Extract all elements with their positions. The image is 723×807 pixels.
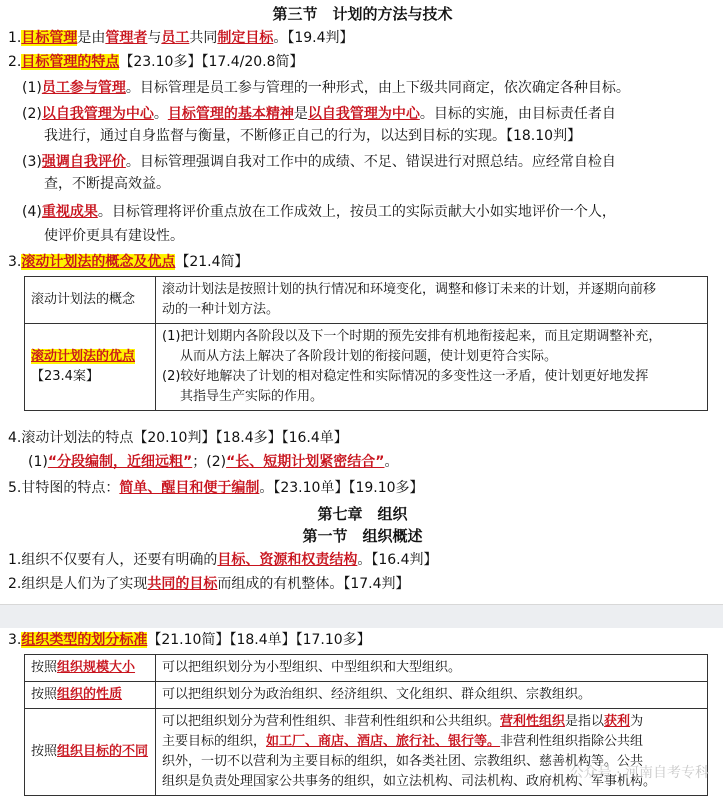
table-cell-label [25,324,156,411]
table-row [25,682,708,709]
keyword: 员工 [161,30,190,46]
exam-tag: 【21.4简】 [175,254,249,270]
text: (1) [28,454,48,470]
keyword: 获利 [604,714,631,729]
chapter-section-title: 第一节 组织概述 [302,527,423,545]
text: 。 [384,454,399,470]
point-4-detail [28,452,717,472]
keyword: “分段编制，近细远粗” [47,454,193,470]
table-cell-label [25,682,156,709]
item-text: 。目标管理将评价重点放在工作成效上，按员工的实际贡献大小如实地评价一个人， [97,204,616,220]
item-3-cont: 查，不断提高效益。 [44,176,170,192]
rolling-plan-table [24,276,708,411]
keyword: 目标、资源和权责结构 [217,552,358,568]
table-row [25,655,708,682]
exam-tag: 【19.4判】 [287,30,354,46]
item-number: (4) [22,204,42,220]
exam-tag: 【23.10单】【19.10多】 [273,480,424,496]
keyword: 滚动计划法的优点 [31,349,136,364]
text: 。 [153,106,168,122]
item-number: (3) [22,154,42,170]
table-cell-text [156,277,708,324]
point-1 [8,28,717,48]
keyword: 以自我管理为中心 [41,106,154,122]
keyword: “长、短期计划紧密结合” [226,454,385,470]
keyword: 组织目标的不同 [57,744,149,759]
text: 而组成的有机整体。 [217,576,344,592]
keyword: 制定目标 [217,30,274,46]
keyword: 管理者 [105,30,148,46]
text: 是指以 [565,714,605,729]
point-number: 1. [8,552,22,568]
page-2 [0,628,723,807]
text: 与 [147,30,162,46]
point-number: 3. [8,254,22,270]
point-number: 2. [8,576,22,592]
cell-line: 滚动计划法是按照计划的执行情况和环境变化，调整和修订未来的计划，并逐期向前移 [162,282,657,297]
text: 是 [293,106,308,122]
cell-line: 织外，一切不以营利为主要目标的组织，如各类社团、宗教组织、慈善机构等。公共 [162,754,644,769]
page-break [0,604,723,630]
item-2-cont: 我进行，通过自身监督与衡量，不断修正自己的行为，以达到目标的实现。【18.10判】 [44,128,582,144]
exam-tag: 【21.10简】【18.4单】【17.10多】 [147,632,371,648]
text: 共同 [189,30,218,46]
keyword: 营利性组织 [500,714,566,729]
point-2 [8,52,717,72]
item-number: (1) [22,80,42,96]
text: 甘特图的特点： [21,480,120,496]
cell-line: (1)把计划期内各阶段以及下一个时期的预先安排有机地衔接起来，而且定期调整补充， [162,329,662,344]
text: 。 [357,552,372,568]
cell-line: (2)较好地解决了计划的相对稳定性和实际情况的多变性这一矛盾，使计划更好地发挥 [162,369,649,384]
table-row [25,277,708,324]
exam-tag: 【20.10判】【18.4多】【16.4单】 [133,430,348,446]
text: 滚动计划法的特点 [21,430,134,446]
point-number: 2. [8,54,22,70]
keyword: 重视成果 [41,204,98,220]
text: 可以把组织划分为营利性组织、非营利性组织和公共组织。 [162,714,501,729]
table-cell-label [25,709,156,796]
keyword: 共同的目标 [147,576,218,592]
ch7-point-2 [8,574,717,594]
item-4-cont: 使评价更具有建设性。 [44,228,184,244]
keyword: 目标管理 [21,30,78,46]
item-text: 。目标的实施，由目标责任者自 [419,106,616,122]
text: 按照 [31,687,58,702]
point-title: 目标管理的特点 [21,54,120,70]
ch7-point-1 [8,550,717,570]
watermark: 公众号 · 河南自考专科 [569,765,709,781]
point-number: 4. [8,430,22,446]
text: 。 [259,480,274,496]
text: 组织不仅要有人，还要有明确的 [21,552,218,568]
cell-line [162,732,701,752]
cell-line: 动的一种计划方法。 [162,302,280,317]
exam-tag: 【23.4案】 [31,369,99,384]
keyword: 简单、醒目和便于编制 [119,480,260,496]
exam-tag: 【16.4判】 [371,552,438,568]
item-3 [22,152,717,172]
keyword: 目标管理的基本精神 [167,106,294,122]
text: 。 [273,30,288,46]
cell-line: 从而从方法上解决了各阶段计划的衔接问题，使计划更符合实际。 [180,349,558,364]
text: 为 [630,714,644,729]
table-cell-text [156,709,708,796]
keyword: 组织的性质 [57,687,123,702]
exam-tag: 【23.10多】【17.4/20.8简】 [119,54,304,70]
text: ；(2) [192,454,227,470]
keyword: 如工厂、商店、酒店、旅行社、银行等。 [266,734,501,749]
text: 按照 [31,660,58,675]
point-title: 滚动计划法的概念及优点 [21,254,176,270]
exam-tag: 【17.4判】 [343,576,410,592]
table-row [25,324,708,411]
point-number: 5. [8,480,22,496]
keyword: 组织规模大小 [57,660,136,675]
item-text: 。目标管理是员工参与管理的一种形式，由上下级共同商定，依次确定各种目标。 [125,80,630,96]
item-4 [22,202,717,222]
keyword: 强调自我评价 [41,154,126,170]
point-number: 3. [8,632,22,648]
text: 是由 [77,30,106,46]
table-row [25,709,708,796]
text: 按照 [31,744,58,759]
section-title: 第三节 计划的方法与技术 [272,5,453,23]
table-cell-label: 滚动计划法的概念 [25,277,156,324]
point-number: 1. [8,30,22,46]
cell-line: 组织是负责处理国家公共事务的组织，如立法机构、司法机构、政府机构、军事机构。 [162,774,657,789]
keyword: 员工参与管理 [41,80,126,96]
ch7-point-3 [8,630,717,650]
item-1 [22,78,717,98]
item-text: 。目标管理强调自我对工作中的成绩、不足、错误进行对照总结。应经常自检自 [125,154,616,170]
cell-line: 其指导生产实际的作用。 [180,389,324,404]
item-2 [22,104,717,124]
table-cell-text [156,324,708,411]
text: 组织是人们为了实现 [21,576,148,592]
point-5 [8,478,717,498]
table-cell-text: 可以把组织划分为小型组织、中型组织和大型组织。 [156,655,708,682]
point-4 [8,428,717,448]
table-cell-text: 可以把组织划分为政治组织、经济组织、文化组织、群众组织、宗教组织。 [156,682,708,709]
text: 非营利性组织指除公共组 [500,734,644,749]
text: 主要目标的组织， [162,734,267,749]
keyword: 以自我管理为中心 [307,106,420,122]
chapter-title: 第七章 组织 [317,505,408,523]
cell-line [162,712,701,732]
point-3 [8,252,717,272]
table-cell-label [25,655,156,682]
item-number: (2) [22,106,42,122]
point-title: 组织类型的划分标准 [21,632,148,648]
